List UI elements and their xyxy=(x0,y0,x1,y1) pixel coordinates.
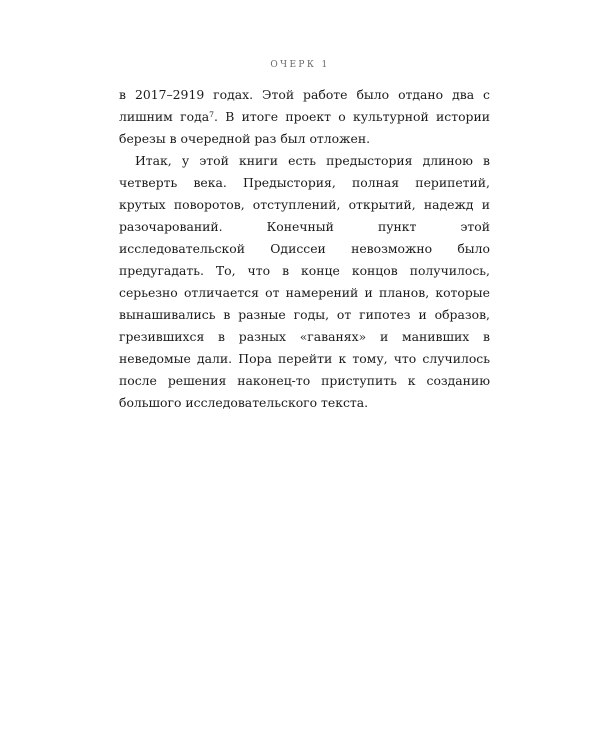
paragraph-2: Итак, у этой книги есть предыстория длиною в четверть века. Предыстория, полная перипетий, крутых поворотов, отступлений, открытий, надежд и разочарований. Конечный пункт этой исследовательской Одиссеи невозможно было предугадать. То, что в конце концов получилось, серьезно отличается от намерений и планов, которые вынашивались в разные годы, от гипотез и образов, грезившихся в разных «гаванях» и манивших в неведомые дали. Пора перейти к тому, что случилось после решения наконец-то приступить к созданию большого исследовательского текста. xyxy=(119,153,490,410)
paragraph-1-text-end: . В итоге проект о культурной истории березы в очередной раз был отложен. xyxy=(119,109,491,146)
paragraph-1-text-start: в 2017–2919 годах. Этой работе было отдано два с лишним года xyxy=(119,87,490,124)
paragraph-1 xyxy=(119,84,490,150)
footnote-marker[interactable]: 7 xyxy=(209,110,214,120)
running-head: ОЧЕРК 1 xyxy=(270,60,330,70)
body-text xyxy=(119,84,490,414)
